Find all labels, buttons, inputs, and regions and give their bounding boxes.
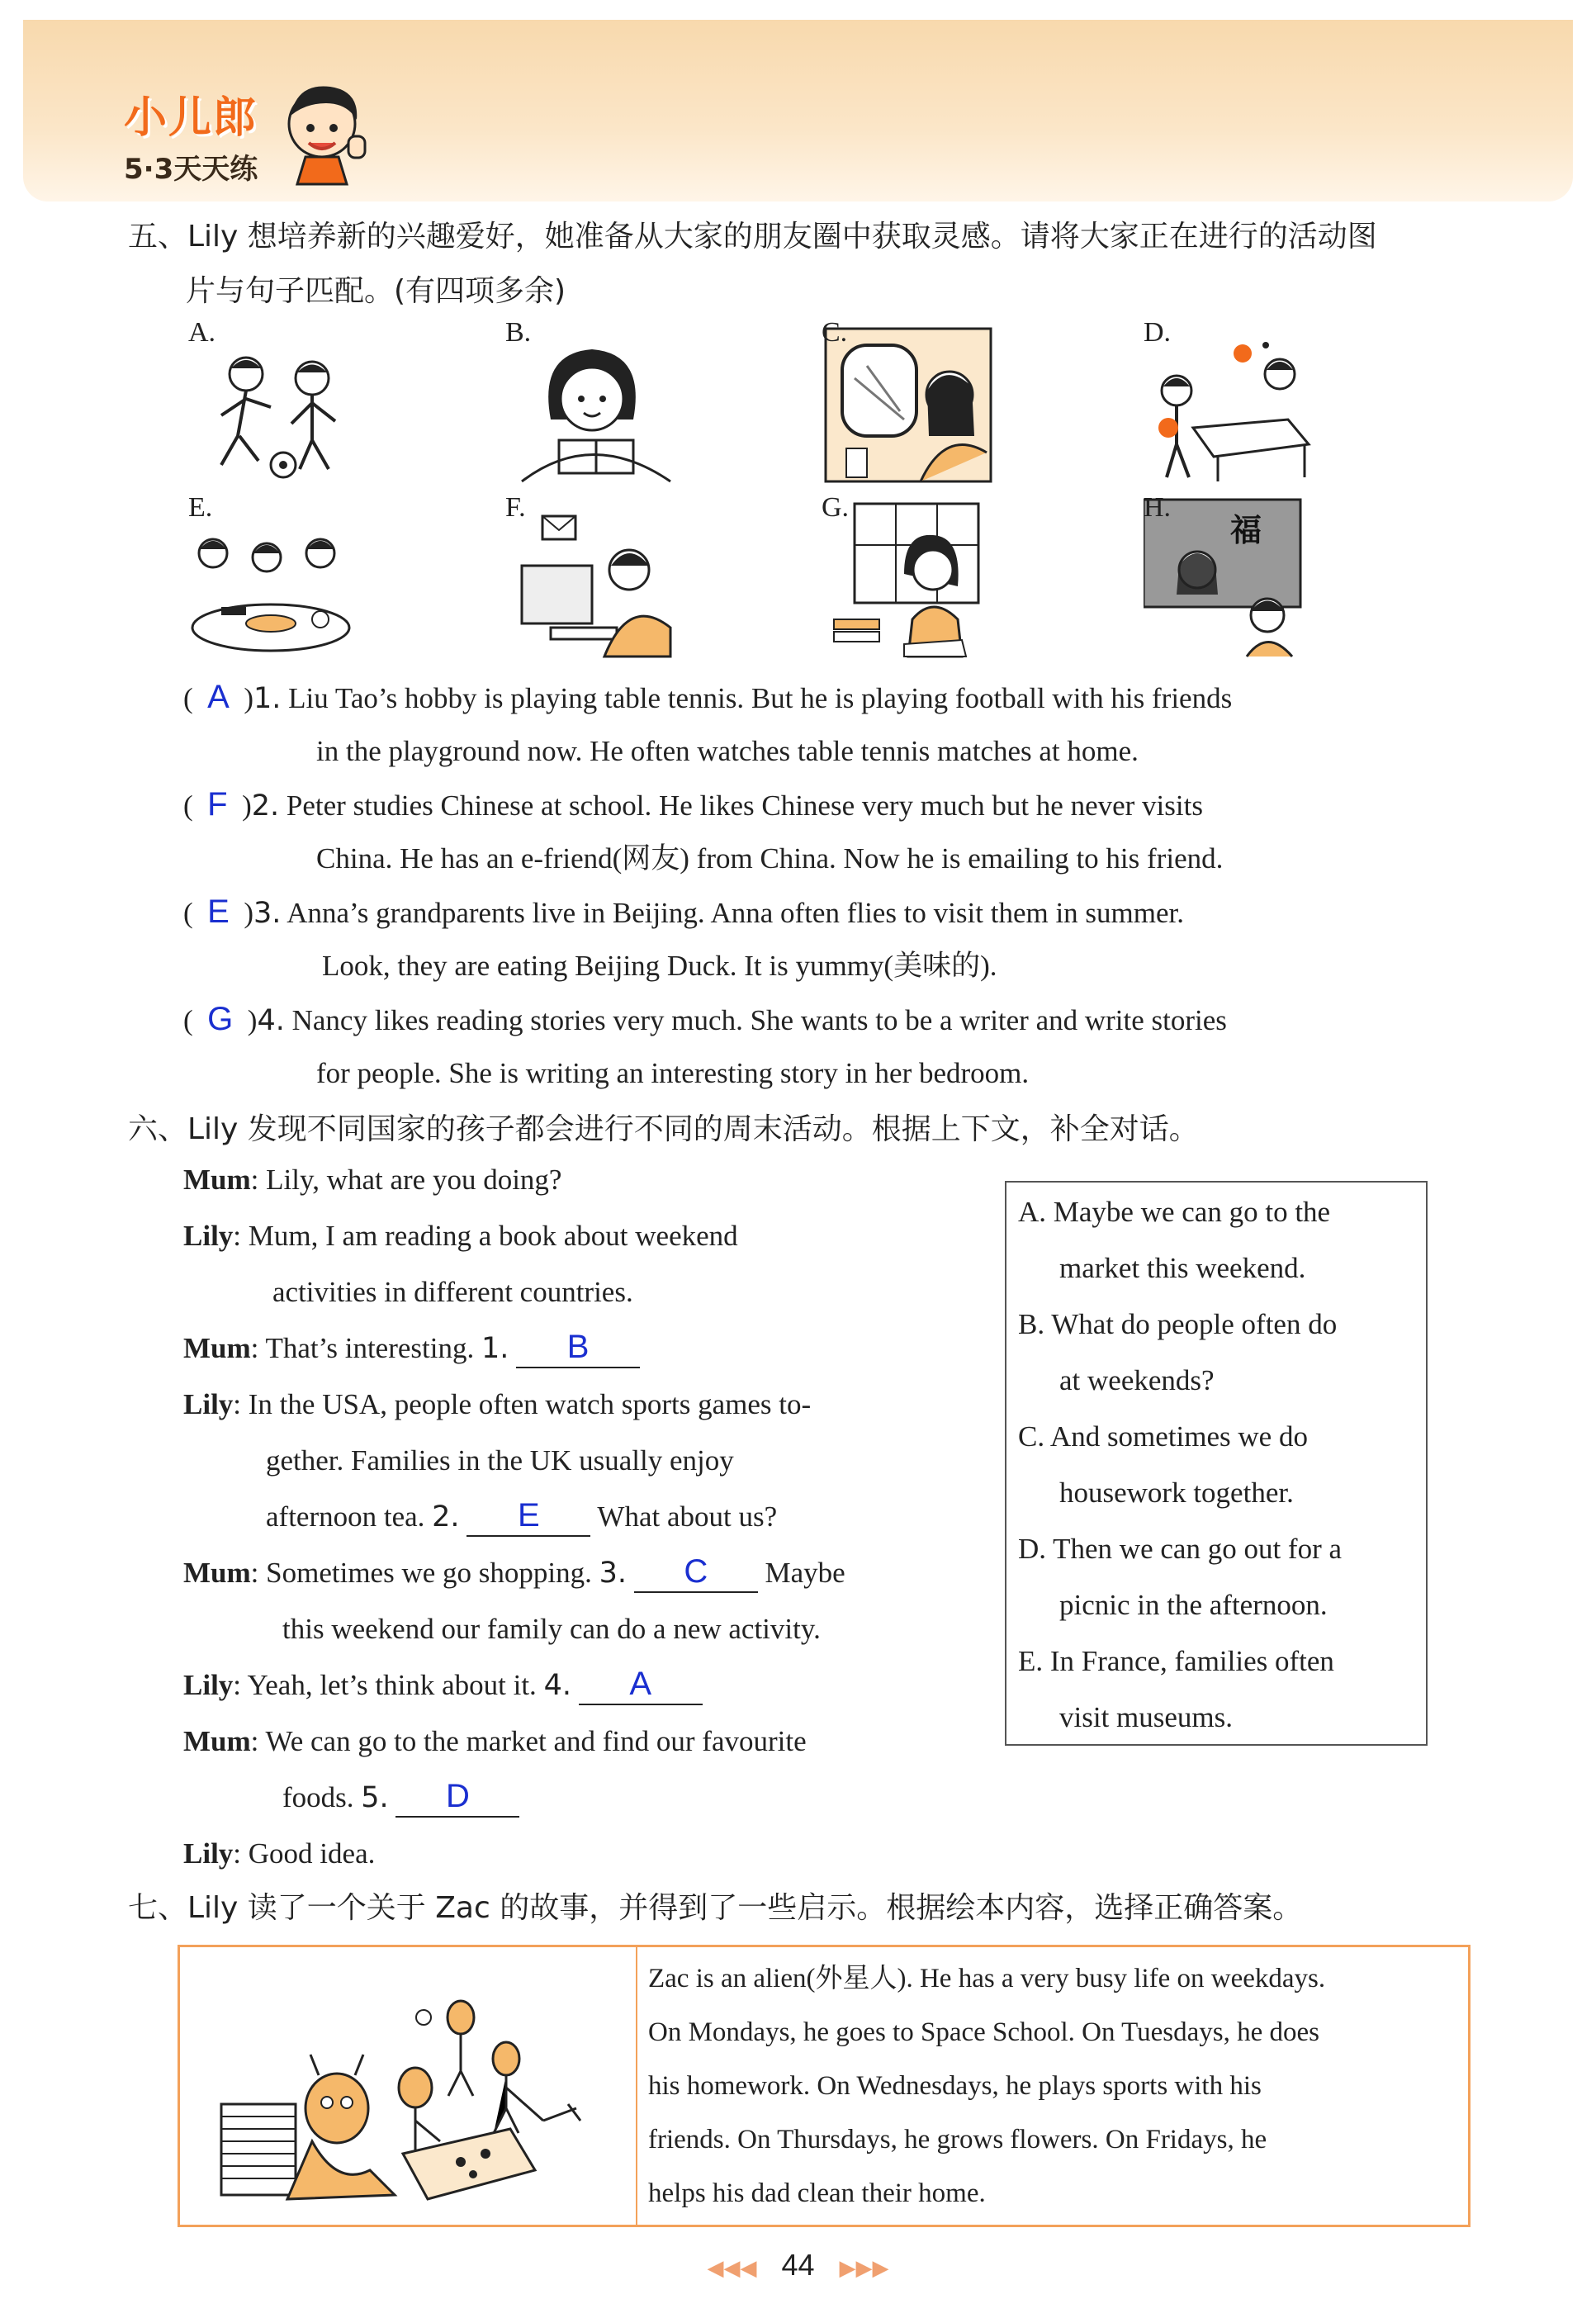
picture-f xyxy=(505,492,679,661)
logo xyxy=(124,83,258,187)
answer-blank-5: D xyxy=(445,1778,470,1814)
picture-d xyxy=(1144,317,1317,486)
question-number: 1. xyxy=(253,682,282,715)
section6-heading: 六、Lily 发现不同国家的孩子都会进行不同的周末活动。根据上下文，补全对话。 xyxy=(128,1112,1199,1146)
question-number: 3. xyxy=(253,897,282,930)
section5-heading: 五、Lily 想培养新的兴趣爱好，她准备从大家的朋友圈中获取灵感。请将大家正在进行的活动图 xyxy=(128,220,1377,254)
story-line: helps his dad clean their home. xyxy=(648,2178,986,2208)
question-2: ( F )2. Peter studies Chinese at school. He likes Chinese very much but he never visits xyxy=(183,786,1203,822)
dialogue-text: Mum, I am reading a book about weekend xyxy=(248,1220,738,1252)
page-footer xyxy=(0,2248,1596,2282)
answer-3: E xyxy=(207,894,230,930)
question-text: Anna’s grandparents live in Beijing. Anna often flies to visit them in summer. xyxy=(287,897,1185,929)
speaker: Mum xyxy=(183,1332,251,1364)
dialogue-text: Lily, what are you doing? xyxy=(266,1164,562,1196)
question-1: ( A )1. Liu Tao’s hobby is playing table tennis. But he is playing football with his friends xyxy=(183,679,1233,715)
picture-label: D. xyxy=(1144,317,1172,348)
blank-4 xyxy=(579,1664,703,1705)
option-d: D. Then we can go out for a xyxy=(1018,1533,1343,1565)
computer-email-icon xyxy=(505,495,679,661)
blank-5 xyxy=(395,1776,519,1818)
speaker: Lily xyxy=(183,1388,234,1420)
story-line: Zac is an alien(外星人). He has a very busy life on weekdays. xyxy=(648,1964,1326,1993)
picture-g xyxy=(822,492,995,661)
picture-label: F. xyxy=(505,492,526,523)
brand-name: 小儿郎 xyxy=(124,93,258,143)
blank-number: 3. xyxy=(599,1557,628,1590)
dialogue-text: Maybe xyxy=(757,1557,845,1589)
speaker: Mum xyxy=(183,1725,251,1757)
blank-1 xyxy=(516,1327,640,1368)
dialogue-text: In the USA, people often watch sports games to- xyxy=(248,1388,812,1420)
speaker: Lily xyxy=(183,1220,234,1252)
blank-2 xyxy=(466,1496,590,1537)
dialogue-line: Lily: In the USA, people often watch sports games to- xyxy=(183,1388,812,1420)
question-text: Nancy likes reading stories very much. She wants to be a writer and write stories xyxy=(291,1004,1227,1036)
series-name: 5·3天天练 xyxy=(124,153,258,186)
answer-1: A xyxy=(207,679,230,715)
answer-4: G xyxy=(207,1001,234,1037)
next-arrows-icon: ▶▶▶ xyxy=(839,2255,889,2280)
story-box xyxy=(178,1945,1470,2227)
story-divider xyxy=(636,1947,637,2225)
option-c-cont: housework together. xyxy=(1059,1477,1294,1509)
dialogue-text: That’s interesting. xyxy=(265,1332,481,1364)
dialogue-line: Lily: Yeah, let’s think about it. 4. A xyxy=(183,1657,703,1714)
dialogue-line: gether. Families in the UK usually enjoy xyxy=(266,1444,734,1477)
option-d-cont: picnic in the afternoon. xyxy=(1059,1589,1328,1621)
answer-blank-4: A xyxy=(629,1666,652,1702)
option-a: A. Maybe we can go to the xyxy=(1018,1196,1331,1228)
picture-label: H. xyxy=(1144,492,1172,523)
dialogue-text: afternoon tea. xyxy=(266,1500,433,1533)
dialogue-line: Mum: That’s interesting. 1. B xyxy=(183,1320,640,1377)
story-line: On Mondays, he goes to Space School. On Tuesdays, he does xyxy=(648,2017,1320,2047)
blank-number: 2. xyxy=(432,1500,460,1533)
question-2-cont: China. He has an e-friend(网友) from China. Now he is emailing to his friend. xyxy=(316,842,1224,875)
question-4: ( G )4. Nancy likes reading stories very much. She wants to be a writer and write stories xyxy=(183,1001,1227,1037)
options-box xyxy=(1005,1181,1428,1746)
picture-e xyxy=(188,492,362,661)
picture-label: A. xyxy=(188,317,216,348)
option-b-cont: at weekends? xyxy=(1059,1364,1215,1396)
question-text: Peter studies Chinese at school. He likes Chinese very much but he never visits xyxy=(286,789,1203,822)
dialogue-line: Lily: Good idea. xyxy=(183,1837,376,1870)
dialogue-line xyxy=(282,1770,519,1826)
mascot-boy-icon xyxy=(281,78,372,186)
dialogue-text: Good idea. xyxy=(248,1837,376,1870)
alien-illustration-icon xyxy=(213,1964,618,2211)
page-number: 44 xyxy=(781,2248,815,2282)
question-4-cont: for people. She is writing an interesting story in her bedroom. xyxy=(316,1057,1030,1089)
blank-number: 4. xyxy=(543,1669,571,1702)
blank-3 xyxy=(634,1552,758,1593)
option-c: C. And sometimes we do xyxy=(1018,1420,1308,1453)
section7-heading: 七、Lily 读了一个关于 Zac 的故事，并得到了一些启示。根据绘本内容，选择正确答案。 xyxy=(128,1891,1303,1925)
prev-arrows-icon: ◀◀◀ xyxy=(707,2255,757,2280)
blank-number: 5. xyxy=(361,1781,389,1814)
speaker: Lily xyxy=(183,1837,234,1870)
picture-h xyxy=(1144,492,1317,661)
story-text xyxy=(648,1952,1457,2221)
question-3: ( E )3. Anna’s grandparents live in Beijing. Anna often flies to visit them in summer. xyxy=(183,894,1185,930)
dialogue-line: activities in different countries. xyxy=(272,1276,633,1308)
airplane-window-icon xyxy=(822,320,995,486)
dialogue-line: Lily: Mum, I am reading a book about weekend xyxy=(183,1220,738,1252)
picture-c xyxy=(822,317,995,486)
dialogue-text: We can go to the market and find our favourite xyxy=(265,1725,807,1757)
dialogue-text: Sometimes we go shopping. xyxy=(266,1557,599,1589)
option-e-cont: visit museums. xyxy=(1059,1701,1234,1733)
question-number: 2. xyxy=(251,789,280,822)
picture-label: C. xyxy=(822,317,848,348)
speaker: Mum xyxy=(183,1557,251,1589)
question-3-cont: Look, they are eating Beijing Duck. It is yummy(美味的). xyxy=(322,950,997,982)
family-dinner-icon xyxy=(188,495,362,661)
dialogue-line: Mum: Sometimes we go shopping. 3. C Maybe xyxy=(183,1545,845,1601)
dialogue-text: Yeah, let’s think about it. xyxy=(247,1669,544,1701)
dialogue-line xyxy=(266,1489,777,1545)
option-e: E. In France, families often xyxy=(1018,1645,1334,1677)
answer-blank-2: E xyxy=(517,1497,540,1533)
dialogue-line: Mum: We can go to the market and find our favourite xyxy=(183,1725,807,1757)
answer-2: F xyxy=(207,786,228,822)
picture-label: G. xyxy=(822,492,850,523)
fu-character-sign: 福 xyxy=(1230,512,1262,548)
story-line: friends. On Thursdays, he grows flowers. On Fridays, he xyxy=(648,2125,1267,2154)
dialogue-line: Mum: Lily, what are you doing? xyxy=(183,1164,562,1196)
speaker: Lily xyxy=(183,1669,234,1701)
dialogue-line: this weekend our family can do a new activity. xyxy=(282,1613,821,1645)
picture-b xyxy=(505,317,679,486)
story-line: his homework. On Wednesdays, he plays sports with his xyxy=(648,2071,1262,2101)
speaker: Mum xyxy=(183,1164,251,1196)
answer-blank-1: B xyxy=(566,1329,590,1365)
picture-label: B. xyxy=(505,317,532,348)
answer-blank-3: C xyxy=(684,1553,708,1590)
picture-label: E. xyxy=(188,492,213,523)
section5-heading-cont: 片与句子匹配。(有四项多余) xyxy=(186,274,566,308)
blank-number: 1. xyxy=(481,1332,509,1365)
dialogue-text: What about us? xyxy=(590,1500,778,1533)
option-a-cont: market this weekend. xyxy=(1059,1252,1306,1284)
question-1-cont: in the playground now. He often watches table tennis matches at home. xyxy=(316,735,1139,767)
question-number: 4. xyxy=(257,1004,285,1037)
option-b: B. What do people often do xyxy=(1018,1308,1338,1340)
reading-icon xyxy=(505,320,679,486)
picture-a xyxy=(188,317,362,486)
question-text: Liu Tao’s hobby is playing table tennis. But he is playing football with his friends xyxy=(288,682,1233,714)
dialogue-text: foods. xyxy=(282,1781,362,1813)
